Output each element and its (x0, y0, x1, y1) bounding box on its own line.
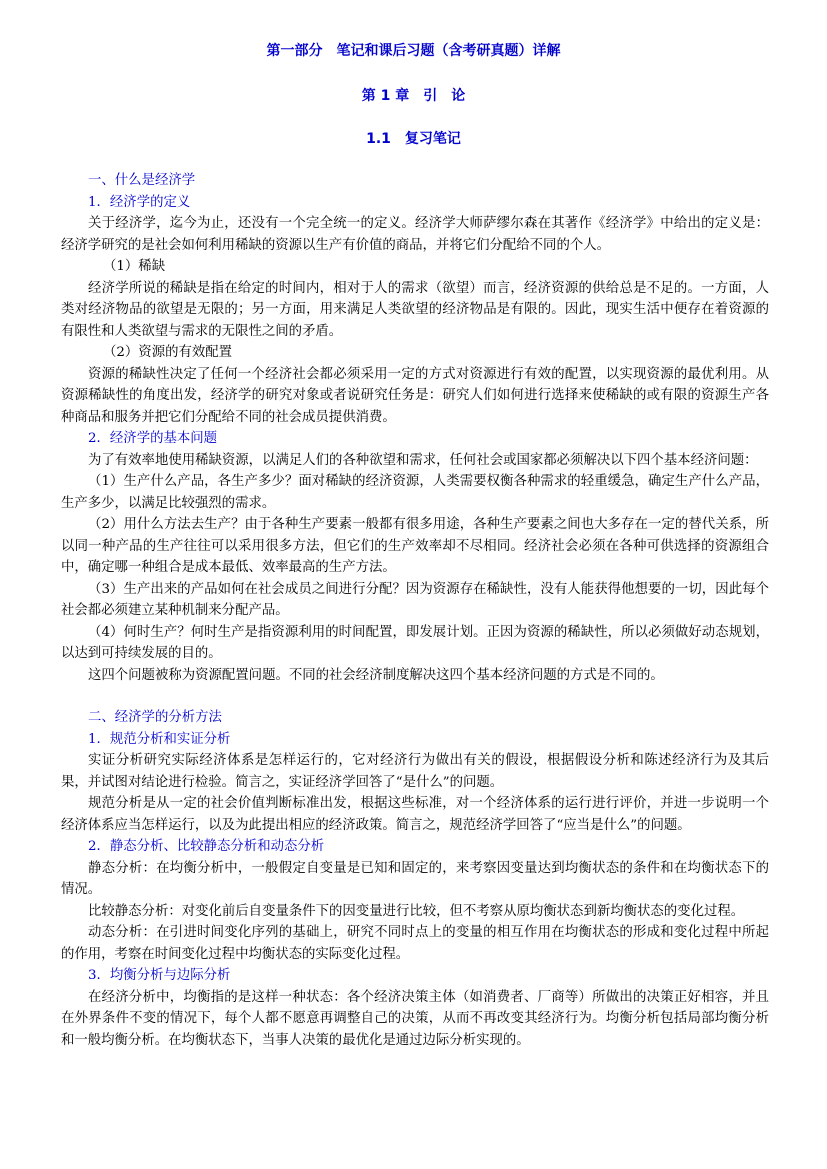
paragraph: 为了有效率地使用稀缺资源，以满足人们的各种欲望和需求，任何社会或国家都必须解决以下四个基本经济问题： (88, 452, 758, 468)
section-heading: 一、什么是经济学 (88, 173, 196, 188)
paragraph: 静态分析：在均衡分析中，一般假定自变量是已知和固定的，来考察因变量达到均衡状态的条件和在均衡状态下的情况。 (61, 860, 769, 897)
section-title: 1.1 复习笔记 (366, 131, 461, 147)
item-heading: （1）稀缺 (103, 259, 166, 274)
item-heading: （2）资源的有效配置 (103, 345, 233, 360)
subsection-heading: 2．静态分析、比较静态分析和动态分析 (88, 839, 325, 854)
subsection-heading: 1．规范分析和实证分析 (88, 731, 231, 747)
section-heading: 二、经济学的分析方法 (88, 710, 222, 725)
paragraph: （1）生产什么产品，各生产多少？面对稀缺的经济资源，人类需要权衡各种需求的轻重缓急，确定生产什么产品，生产多少，以满足比较强烈的需求。 (61, 474, 769, 511)
paragraph: 在经济分析中，均衡指的是这样一种状态：各个经济决策主体（如消费者、厂商等）所做出的决策正好相容，并且在外界条件不变的情况下，每个人都不愿意再调整自己的决策，从而不再改变其经济行为。均衡分析包括局部均衡分析和一般均衡分析。在均衡状态下，当事人决策的最优化是通过边际分析实现的。 (61, 989, 769, 1048)
subsection-heading: 2．经济学的基本问题 (88, 431, 218, 446)
paragraph: 比较静态分析：对变化前后自变量条件下的因变量进行比较，但不考察从原均衡状态到新均衡状态的变化过程。 (88, 903, 745, 919)
subsection-heading: 1．经济学的定义 (88, 194, 191, 210)
paragraph: 实证分析研究实际经济体系是怎样运行的，它对经济行为做出有关的假设，根据假设分析和陈述经济行为及其后果，并试图对结论进行检验。简言之，实证经济学回答了“是什么”的问题。 (61, 753, 769, 790)
document-body (61, 170, 769, 1051)
paragraph: （4）何时生产？何时生产是指资源利用的时间配置，即发展计划。正因为资源的稀缺性，所以必须做好动态规划，以达到可持续发展的目的。 (61, 624, 769, 661)
paragraph: 经济学所说的稀缺是指在给定的时间内，相对于人的需求（欲望）而言，经济资源的供给总是不足的。一方面，人类对经济物品的欲望是无限的；另一方面，用来满足人类欲望的经济物品是有限的。因此，现实生活中便存在着资源的有限性和人类欲望与需求的无限性之间的矛盾。 (61, 280, 769, 339)
subsection-heading: 3．均衡分析与边际分析 (88, 968, 231, 983)
paragraph: （2）用什么方法去生产？由于各种生产要素一般都有很多用途，各种生产要素之间也大多存在一定的替代关系，所以同一种产品的生产往往可以采用很多方法，但它们的生产效率却不尽相同。经济社会必须在各种可供选择的资源组合中，确定哪一种组合是成本最低、效率最高的生产方法。 (61, 517, 769, 575)
paragraph: 资源的稀缺性决定了任何一个经济社会都必须采用一定的方式对资源进行有效的配置，以实现资源的最优利用。从资源稀缺性的角度出发，经济学的研究对象或者说研究任务是：研究人们如何进行选择来使稀缺的或有限的资源生产各种商品和服务并把它们分配给不同的社会成员提供消费。 (61, 366, 769, 425)
spacer (88, 686, 769, 707)
paragraph: 动态分析：在引进时间变化序列的基础上，研究不同时点上的变量的相互作用在均衡状态的形成和变化过程中所起的作用，考察在时间变化过程中均衡状态的实际变化过程。 (61, 925, 769, 962)
paragraph: 这四个问题被称为资源配置问题。不同的社会经济制度解决这四个基本经济问题的方式是不同的。 (88, 667, 664, 683)
paragraph: 关于经济学，迄今为止，还没有一个完全统一的定义。经济学大师萨缪尔森在其著作《经济学》中给出的定义是：经济学研究的是社会如何利用稀缺的资源以生产有价值的商品，并将它们分配给不同的个人。 (61, 216, 769, 253)
paragraph: （3）生产出来的产品如何在社会成员之间进行分配？因为资源存在稀缺性，没有人能获得他想要的一切，因此每个社会都必须建立某种机制来分配产品。 (61, 581, 769, 618)
chapter-title: 第 1 章 引 论 (361, 88, 466, 104)
paragraph: 规范分析是从一定的社会价值判断标准出发，根据这些标准，对一个经济体系的运行进行评价，并进一步说明一个经济体系应当怎样运行，以及为此提出相应的经济政策。简言之，规范经济学回答了“应当是什么”的问题。 (61, 796, 769, 833)
part-title: 第一部分 笔记和课后习题（含考研真题）详解 (266, 43, 561, 59)
